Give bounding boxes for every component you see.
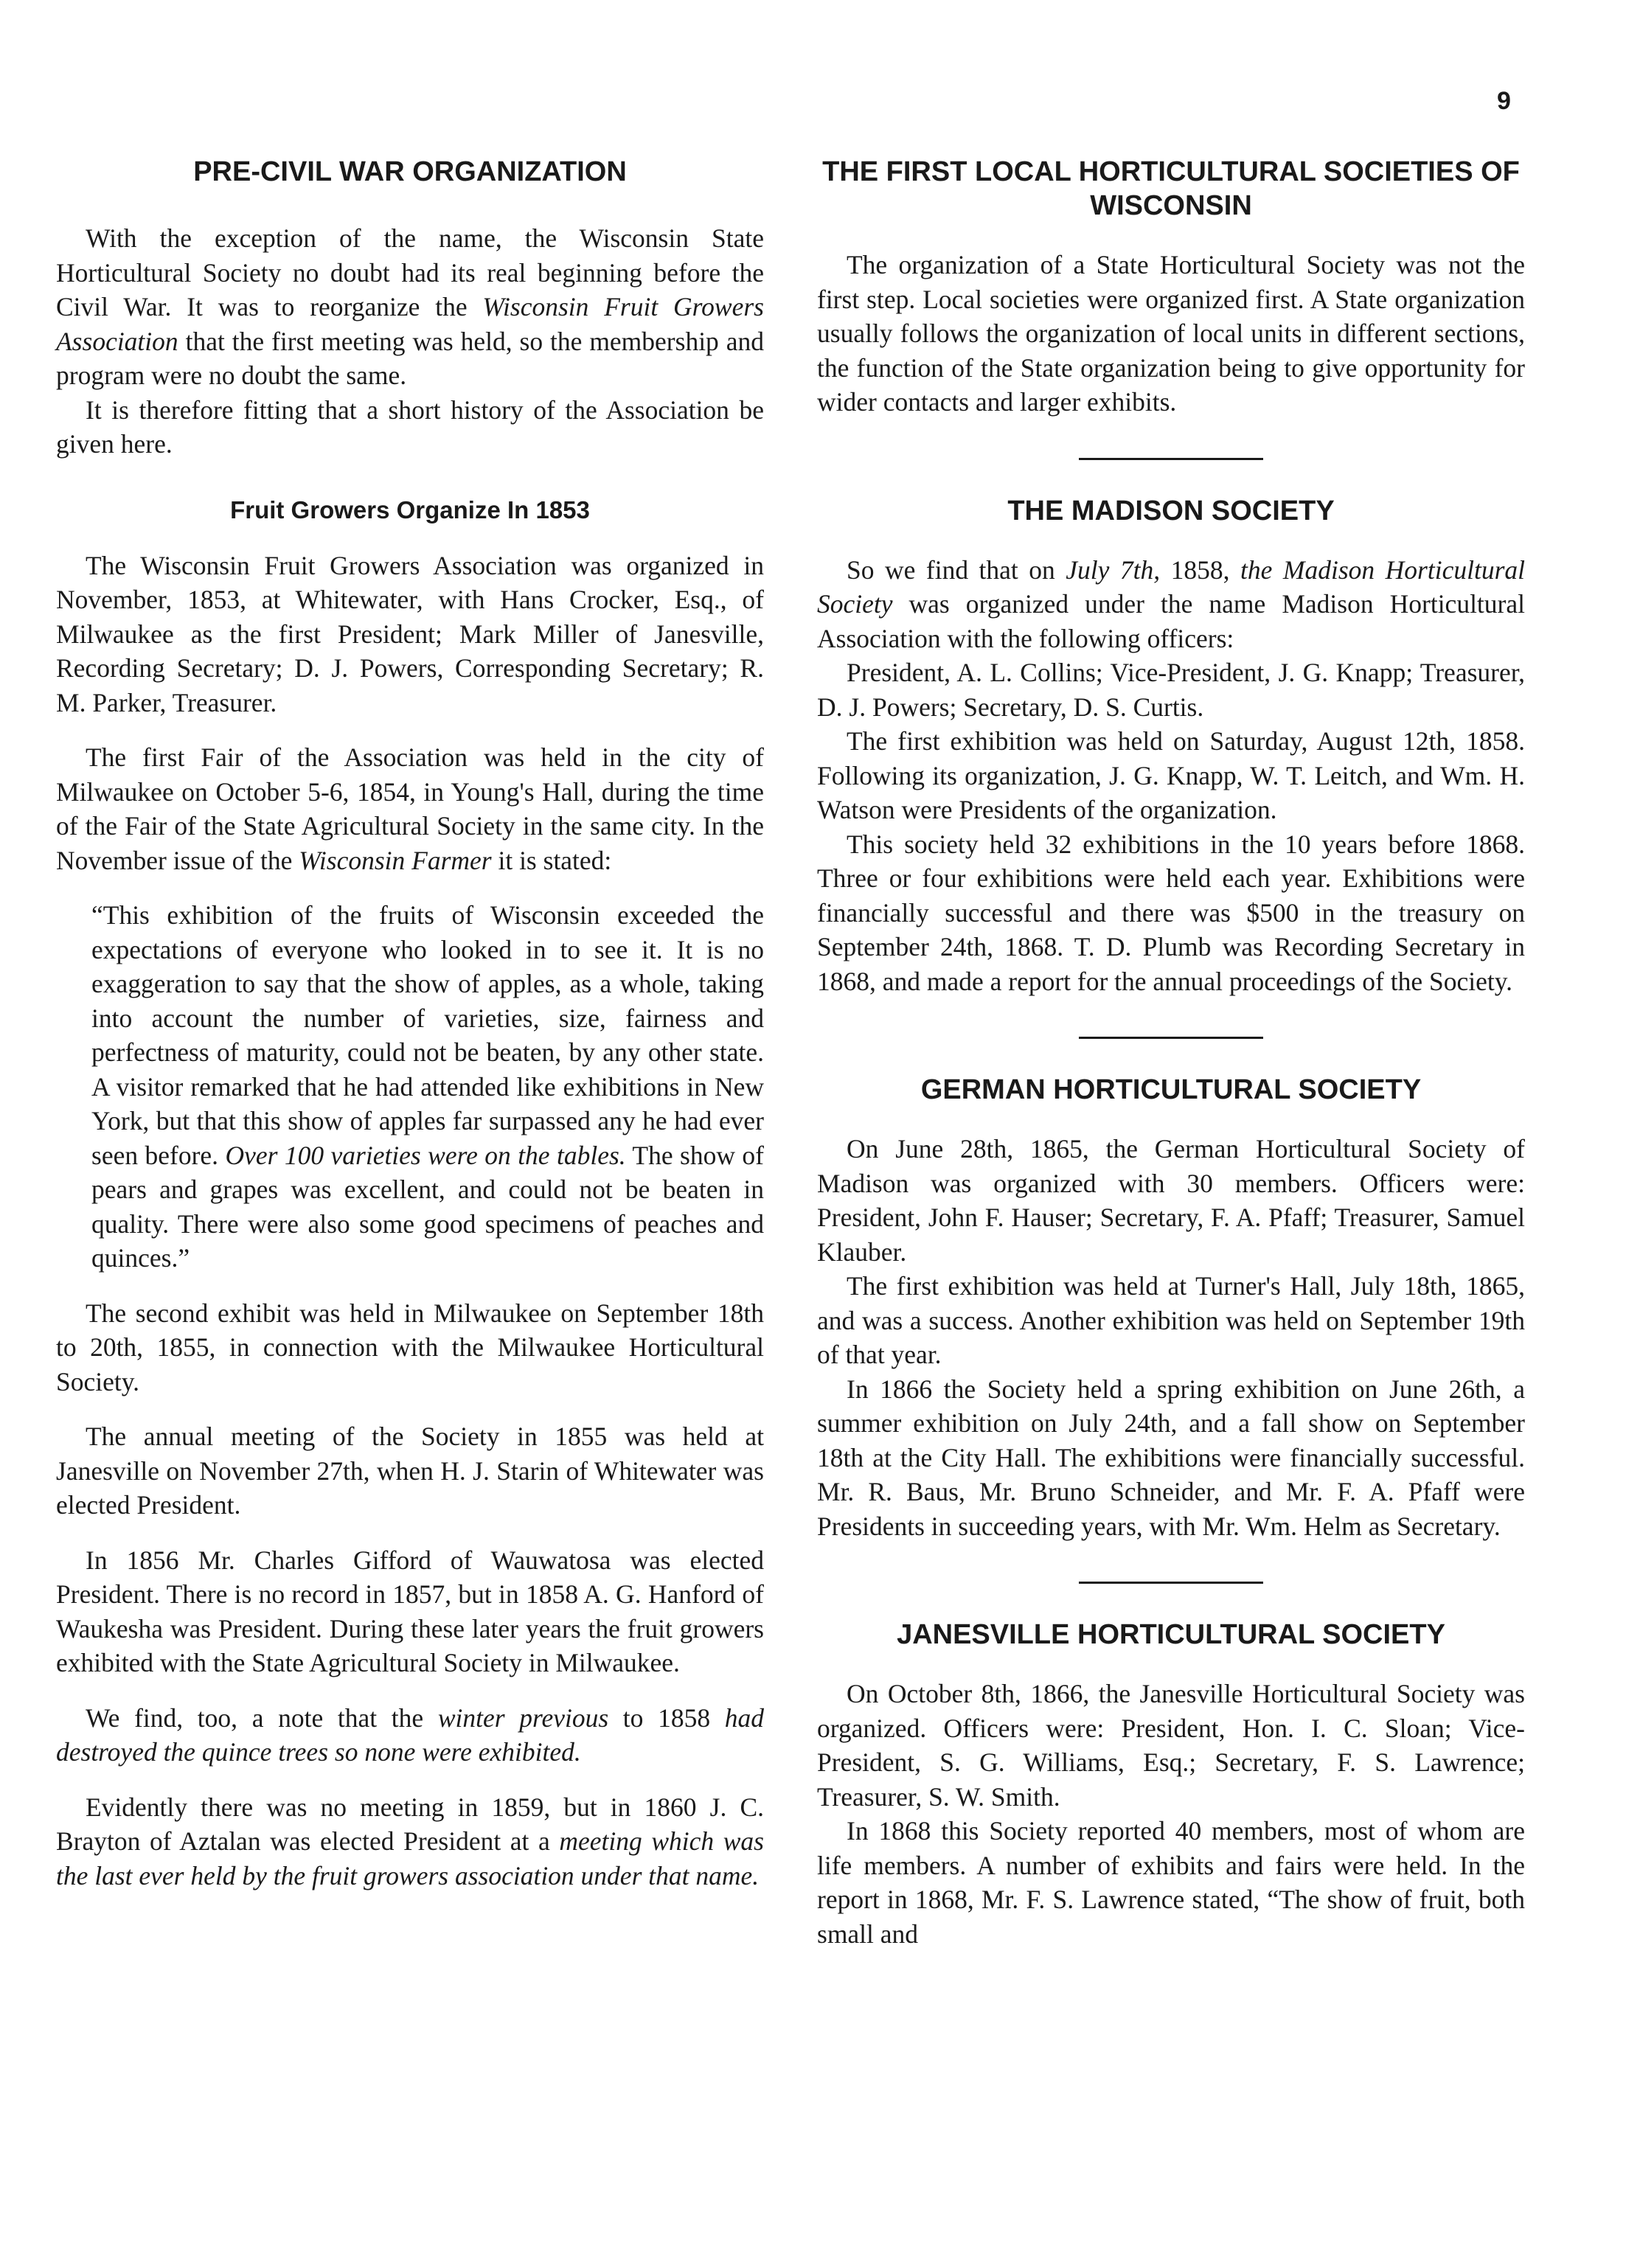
madison-exhibitions-count-paragraph: This society held 32 exhibitions in the 10 years before 1868. Three or four exhibitions were held each year. Exhibitions were financially successful and there was $500 in the treasury on September 24th, 1868. T. D. Plumb was Recording Secretary in 1868, and made a report for the annual proceedings of the Society.	[817, 829, 1525, 996]
janesville-society-heading: JANESVILLE HORTICULTURAL SOCIETY	[897, 1619, 1445, 1650]
madison-officers-paragraph: President, A. L. Collins; Vice-President, J. G. Knapp; Treasurer, D. J. Powers; Secretary, D. S. Curtis.	[817, 658, 1525, 722]
gifford-paragraph: In 1856 Mr. Charles Gifford of Wauwatosa was elected President. There is no record in 1857, but in 1858 A. G. Hanford of Waukesha was President. During these later years the fruit growers exhibited with the State Agricultural Society in Milwaukee.	[56, 1545, 764, 1677]
quote-text: “This exhibition of the fruits of Wisconsin exceeded the expectations of everyone who looked in to see it. It is no exaggeration to say that the show of apples, as a whole, taking into account the number of varieties, size, fairness and perfectness of maturity, could not be beaten, by any other state. A visitor remarked that he had attended like exhibitions in New York, but that this show of apples far surpassed any he had ever seen before. Over 100 varieties were on the tables. The show of pears and grapes was excellent, and could not be beaten in quality. There were also some good specimens of peaches and quinces.”	[91, 900, 764, 1273]
german-society-heading: GERMAN HORTICULTURAL SOCIETY	[920, 1074, 1422, 1105]
madison-founding-paragraph: So we find that on July 7th, 1858, the Madison Horticultural Society was organized under the name Madison Horticultural Association with the following officers:	[817, 554, 1525, 653]
second-exhibit-paragraph: The second exhibit was held in Milwaukee on September 18th to 20th, 1855, in connection with the Milwaukee Horticultural Society.	[56, 1298, 764, 1396]
intro-paragraph: With the exception of the name, the Wisconsin State Horticultural Society no doubt had its real beginning before the Civil War. It was to reorganize the Wisconsin Fruit Growers Association that the first meeting was held, so the membership and program were no doubt the same.	[56, 223, 764, 390]
section-divider	[1079, 1037, 1263, 1039]
annual-meeting-paragraph: The annual meeting of the Society in 1855 was held at Janesville on November 27th, when H. J. Starin of Whitewater was elected President.	[56, 1422, 764, 1520]
brayton-paragraph: Evidently there was no meeting in 1859, but in 1860 J. C. Brayton of Aztalan was elected President at a meeting which was the last ever held by the fruit growers association under that name.	[56, 1792, 764, 1890]
german-1866-paragraph: In 1866 the Society held a spring exhibition on June 26th, a summer exhibition on July 24th, and a fall show on September 18th at the City Hall. The exhibitions were financially successful. Mr. R. Baus, Mr. Bruno Schneider, and Mr. F. A. Pfaff were Presidents in succeeding years, with Mr. Wm. Helm as Secretary.	[817, 1374, 1525, 1541]
madison-exhibition-paragraph: The first exhibition was held on Saturday, August 12th, 1858. Following its organization, J. G. Knapp, W. T. Leitch, and Wm. H. Watson were Presidents of the organization.	[817, 726, 1525, 824]
section-divider	[1079, 1582, 1263, 1584]
madison-society-heading: THE MADISON SOCIETY	[1007, 495, 1335, 526]
quince-note-paragraph: We find, too, a note that the winter previous to 1858 had destroyed the quince trees so none were exhibited.	[56, 1702, 764, 1767]
first-local-societies-heading: THE FIRST LOCAL HORTICULTURAL SOCIETIES OF WISCONSIN	[822, 156, 1520, 221]
left-column	[56, 155, 764, 1893]
wisconsin-farmer-quote	[91, 898, 764, 1276]
janesville-1868-paragraph: In 1868 this Society reported 40 members, most of whom are life members. A number of exhibits and fairs were held. In the report in 1868, Mr. F. S. Lawrence stated, “The show of fruit, both small and	[817, 1816, 1525, 1949]
page-number: 9	[1497, 87, 1511, 115]
german-founding-paragraph: On June 28th, 1865, the German Horticultural Society of Madison was organized with 30 members. Officers were: President, John F. Hauser; Secretary, F. A. Pfaff; Treasurer, Samuel Klauber.	[817, 1134, 1525, 1267]
state-organization-paragraph: The organization of a State Horticultural Society was not the first step. Local societies were organized first. A State organization usually follows the organization of local units in different sections, the function of the State organization being to give opportunity for wider contacts and larger exhibits.	[817, 250, 1525, 417]
history-note-paragraph: It is therefore fitting that a short history of the Association be given here.	[56, 394, 764, 459]
section-divider	[1079, 458, 1263, 460]
german-first-exhibition-paragraph: The first exhibition was held at Turner's Hall, July 18th, 1865, and was a success. Another exhibition was held on September 19th of that year.	[817, 1271, 1525, 1369]
janesville-founding-paragraph: On October 8th, 1866, the Janesville Horticultural Society was organized. Officers were: President, Hon. I. C. Sloan; Vice-President, S. G. Williams, Esq.; Secretary, F. S. Lawrence; Treasurer, S. W. Smith.	[817, 1679, 1525, 1812]
right-column	[817, 155, 1525, 1951]
fruit-growers-subheading: Fruit Growers Organize In 1853	[230, 495, 590, 523]
first-fair-paragraph: The first Fair of the Association was held in the city of Milwaukee on October 5-6, 1854, in Young's Hall, during the time of the Fair of the State Agricultural Society in the same city. In the November issue of the Wisconsin Farmer it is stated:	[56, 742, 764, 875]
organization-paragraph: The Wisconsin Fruit Growers Association was organized in November, 1853, at Whitewater, with Hans Crocker, Esq., of Milwaukee as the first President; Mark Miller of Janesville, Recording Secretary; D. J. Powers, Corresponding Secretary; R. M. Parker, Treasurer.	[56, 550, 764, 717]
pre-civil-war-heading: PRE-CIVIL WAR ORGANIZATION	[193, 156, 627, 187]
